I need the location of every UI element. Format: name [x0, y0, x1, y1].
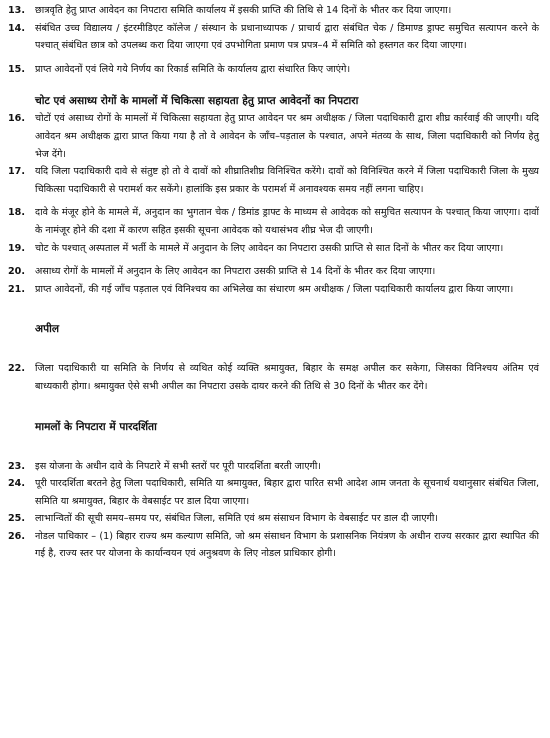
paragraph-17	[8, 163, 539, 198]
paragraph-number: 13.	[8, 5, 25, 16]
paragraph-number: 15.	[8, 63, 25, 75]
paragraph-number: 16.	[8, 113, 25, 125]
paragraph-number: 19.	[8, 242, 25, 254]
paragraph-number: 22.	[8, 363, 25, 375]
paragraph-21	[8, 281, 539, 299]
paragraph-text: जिला पदाधिकारी या समिति के निर्णय से व्यथित कोई व्यक्ति श्रमायुक्त, बिहार के समक्ष अपील कर सकेगा, जिसका विनिश्चय अंतिम एवं बाध्यकारी होगा। श्रमायुक्त ऐसे सभी अपील का निपटारा उसके दायर करने की तिथि से 30 दिनों के भीतर कर देंगे।	[35, 363, 539, 392]
paragraph-number: 21.	[8, 283, 25, 295]
paragraph-14	[8, 20, 539, 55]
paragraph-22	[8, 360, 539, 395]
paragraph-number: 20.	[8, 266, 25, 278]
paragraph-text: प्राप्त आवेदनों एवं लिये गये निर्णय का रिकार्ड समिति के कार्यालय द्वारा संधारित किए जाएंगे।	[35, 63, 351, 75]
paragraph-text: पूरी पारदर्शिता बरतने हेतु जिला पदाधिकारी, समिति या श्रमायुक्त, बिहार द्वारा पारित सभी आदेश आम जनता के सूचनार्थ यथानुसार संबंधित जिला, समिति या श्रमायुक्त, बिहार के वेबसाईट पर डाल दिया जाएगा।	[35, 478, 539, 507]
paragraph-text: दावे के मंजूर होने के मामले में, अनुदान का भुगतान चेक / डिमांड ड्राफ्ट के माध्यम से आवेदक को समुचित सत्यापन के पश्चात् किया जाएगा। दावों के नामंजूर होने की दशा में कारण सहित इसकी सूचना आवेदक को यथासंभव शीघ्र भेज दी जाएगी।	[35, 207, 539, 236]
paragraph-number: 18.	[8, 207, 25, 219]
paragraph-number: 26.	[8, 530, 25, 542]
paragraph-25	[8, 510, 539, 528]
paragraph-13	[8, 2, 539, 20]
paragraph-24	[8, 475, 539, 510]
paragraph-text: नोडल पाधिकार – (1) बिहार राज्य श्रम कल्याण समिति, जो श्रम संसाधन विभाग के प्रशासनिक नियंत्रण के अधीन राज्य सरकार द्वारा स्थापित की गई है, राज्य स्तर पर योजना के कार्यान्वयन एवं अनुश्रवण के लिए नोडल प्राधिकार होगी।	[35, 530, 539, 560]
paragraph-number: 25.	[8, 513, 25, 525]
section-heading-appeal: अपील	[35, 323, 60, 336]
paragraph-20	[8, 263, 539, 281]
paragraph-text: असाध्य रोगों के मामलों में अनुदान के लिए आवेदन का निपटारा उसकी प्राप्ति से 14 दिनों के भीतर कर दिया जाएगा।	[35, 266, 436, 278]
paragraph-number: 23.	[8, 460, 25, 472]
paragraph-text: चोटों एवं असाध्य रोगों के मामलों में चिकित्सा सहायता हेतु प्राप्त आवेदन पर श्रम अधीक्षक / जिला पदाधिकारी द्वारा शीघ्र कार्रवाई की जाएगी। यदि आवेदन श्रम अधीक्षक द्वारा प्राप्त किया गया है तो वे आवेदन के जाँच–पड़ताल के पश्चात, अपने मंतव्य के साथ, जिला पदाधिकारी को निर्णय हेतु भेज देंगे।	[35, 113, 539, 160]
paragraph-text: संबंधित उच्च विद्यालय / इंटरमीडिएट कॉलेज / संस्थान के प्रधानाध्यापक / प्राचार्य द्वारा संबंधित चेक / डिमाण्ड ड्राफ्ट समुचित सत्यापन करने के पश्चात् संबंधित छात्र को उपलब्ध करा दिया जाएगा एवं उपभोगिता प्रमाण पत्र प्रपत्र–4 में समिति को हस्तगत कर दिया जाएगा।	[35, 22, 539, 52]
paragraph-text: चोट के पश्चात् अस्पताल में भर्ती के मामले में अनुदान के लिए आवेदन का निपटारा उसकी प्राप्ति से सात दिनों के भीतर कर दिया जाएगा।	[35, 242, 504, 254]
paragraph-text: इस योजना के अधीन दावे के निपटारे में सभी स्तरों पर पूरी पारदर्शिता बरती जाएगी।	[35, 460, 322, 472]
paragraph-text: प्राप्त आवेदनों, की गई जाँच पड़ताल एवं विनिश्चय का अभिलेख का संधारण श्रम अधीक्षक / जिला पदाधिकारी कार्यालय द्वारा किया जाएगा।	[35, 283, 514, 295]
paragraph-number: 17.	[8, 166, 25, 178]
paragraph-number: 24.	[8, 478, 25, 490]
section-heading-transparency: मामलों के निपटारा में पारदर्शिता	[35, 420, 157, 433]
paragraph-number: 14.	[8, 22, 25, 34]
section-heading-medical-aid: चोट एवं असाध्य रोगों के मामलों में चिकित्सा सहायता हेतु प्राप्त आवेदनों का निपटारा	[35, 95, 359, 108]
paragraph-15	[8, 61, 539, 79]
paragraph-26	[8, 528, 539, 563]
paragraph-text: छात्रवृति हेतु प्राप्त आवेदन का निपटारा समिति कार्यालय में इसकी प्राप्ति की तिथि से 14 दिनों के भीतर कर दिया जाएगा।	[35, 5, 452, 16]
paragraph-16	[8, 110, 539, 163]
paragraph-text: यदि जिला पदाधिकारी दावे से संतुष्ट हो तो वे दावों को शीघ्रातिशीघ्र विनिश्चित करेंगे। दावों को विनिश्चित करने में जिला पदाधिकारी जिला के मुख्य चिकित्सा पदाधिकारी से परामर्श कर सकेंगे। हालांकि इस प्रकार के परामर्श में अनावश्यक समय नहीं लगना चाहिए।	[35, 166, 539, 195]
paragraph-18	[8, 204, 539, 239]
paragraph-23	[8, 458, 539, 476]
paragraph-text: लाभान्वितों की सूची समय–समय पर, संबंधित जिला, समिति एवं श्रम संसाधन विभाग के वेबसाईट पर डाल दी जाएगी।	[35, 513, 439, 525]
paragraph-19	[8, 240, 539, 258]
